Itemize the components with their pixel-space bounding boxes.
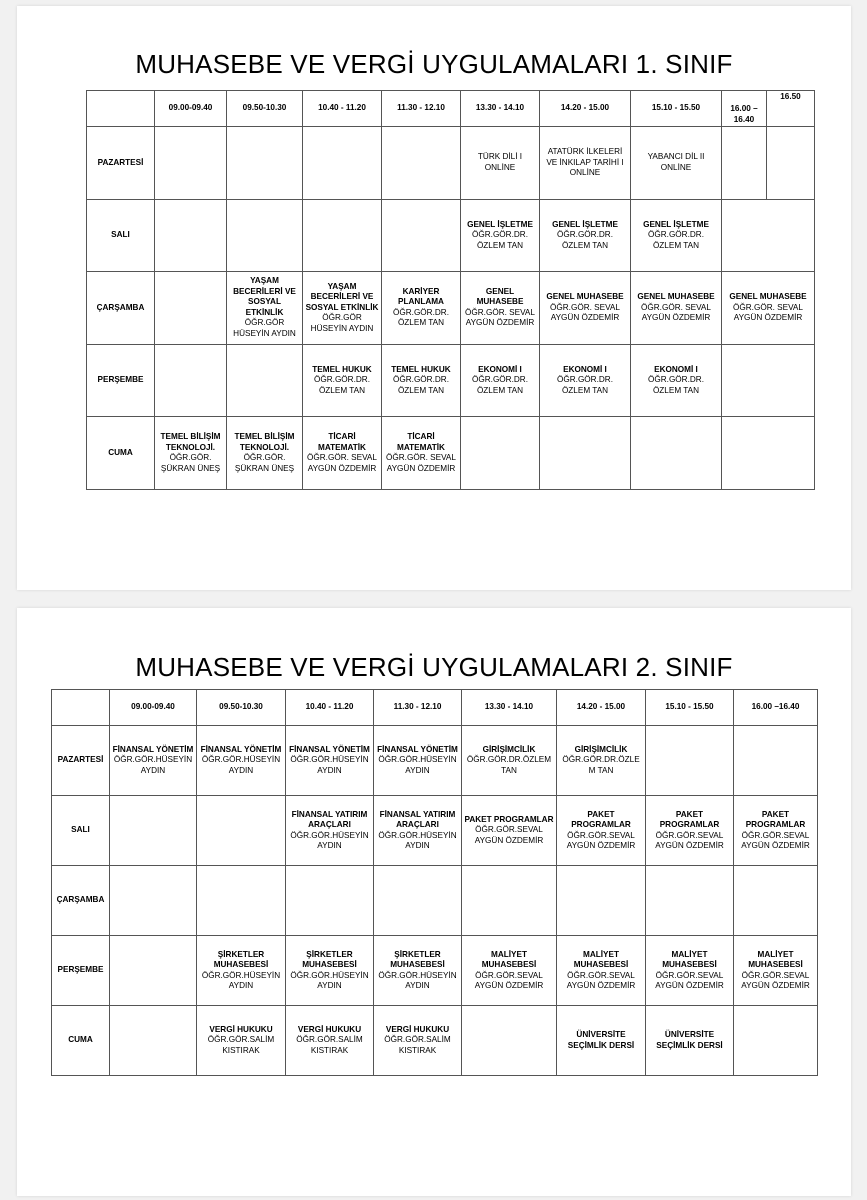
time-slot-header: 15.10 - 15.50 bbox=[631, 91, 722, 127]
course-name: MALİYET MUHASEBESİ bbox=[481, 949, 537, 969]
schedule-cell bbox=[155, 417, 227, 490]
schedule-cell bbox=[155, 344, 227, 417]
course-name: MALİYET MUHASEBESİ bbox=[573, 949, 629, 969]
time-slot-header: 10.40 - 11.20 bbox=[303, 91, 382, 127]
instructor-name: ÖĞR.GÖR.SEVAL AYGÜN ÖZDEMİR bbox=[566, 830, 636, 850]
schedule-cell bbox=[462, 726, 557, 796]
schedule-cell bbox=[197, 726, 286, 796]
course-name: ŞİRKETLER MUHASEBESİ bbox=[302, 949, 357, 969]
time-slot-header: 14.20 - 15.00 bbox=[540, 91, 631, 127]
instructor-name: ÖĞR.GÖR.SEVAL AYGÜN ÖZDEMİR bbox=[474, 825, 544, 845]
instructor-name: ÖĞR.GÖR.DR. ÖZLEM TAN bbox=[648, 375, 704, 395]
day-label: PAZARTESİ bbox=[87, 127, 155, 200]
time-slot-header: 10.40 - 11.20 bbox=[286, 690, 374, 726]
schedule-cell bbox=[374, 796, 462, 866]
course-name: ŞİRKETLER MUHASEBESİ bbox=[213, 949, 269, 969]
course-name: GİRİŞİMCİLİK bbox=[482, 744, 536, 754]
day-label: PERŞEMBE bbox=[52, 936, 110, 1006]
instructor-name: ÖĞR.GÖR. SEVAL AYGÜN ÖZDEMİR bbox=[641, 302, 711, 323]
table-row bbox=[87, 127, 815, 200]
course-name: TEMEL BİLİŞİM TEKNOLOJİ. bbox=[234, 432, 295, 452]
course-name: FİNANSAL YÖNETİM bbox=[377, 744, 458, 754]
instructor-name: ÖĞR.GÖR HÜSEYİN AYDIN bbox=[310, 313, 374, 333]
schedule-cell bbox=[631, 199, 722, 272]
instructor-name: ÖĞR.GÖR.DR. ÖZLEM TAN bbox=[648, 230, 704, 250]
time-slot-header: 14.20 - 15.00 bbox=[557, 690, 646, 726]
schedule-cell bbox=[540, 344, 631, 417]
instructor-name: ÖĞR.GÖR.DR. ÖZLEM TAN bbox=[393, 375, 449, 395]
schedule-cell bbox=[382, 417, 461, 490]
instructor-name: ÖĞR.GÖR. SEVAL AYGÜN ÖZDEMİR bbox=[550, 302, 620, 323]
schedule-cell bbox=[286, 796, 374, 866]
schedule-cell bbox=[227, 272, 303, 345]
course-name: FİNANSAL YATIRIM ARAÇLARI bbox=[291, 809, 368, 829]
instructor-name: ÖĞR.GÖR.HÜSEYİN AYDIN bbox=[113, 755, 193, 775]
schedule-cell bbox=[374, 936, 462, 1006]
schedule-cell bbox=[110, 1006, 197, 1076]
table-row bbox=[87, 199, 815, 272]
day-label: CUMA bbox=[87, 417, 155, 490]
corner-cell bbox=[87, 91, 155, 127]
instructor-name: ÖĞR.GÖR.DR.ÖZLEM TAN bbox=[562, 755, 640, 775]
course-name: TİCARİ MATEMATİK bbox=[397, 432, 445, 452]
course-name: TİCARİ MATEMATİK bbox=[318, 432, 366, 452]
instructor-name: ÖĞR.GÖR.SEVAL AYGÜN ÖZDEMİR bbox=[474, 970, 544, 990]
schedule-cell bbox=[303, 272, 382, 345]
schedule-cell bbox=[722, 199, 815, 272]
schedule-cell bbox=[303, 417, 382, 490]
schedule-cell bbox=[227, 127, 303, 200]
schedule-cell bbox=[286, 936, 374, 1006]
course-name: FİNANSAL YATIRIM ARAÇLARI bbox=[379, 809, 456, 829]
schedule-cell bbox=[461, 344, 540, 417]
schedule-cell bbox=[374, 866, 462, 936]
schedule-cell bbox=[382, 344, 461, 417]
schedule-cell bbox=[461, 199, 540, 272]
instructor-name: ÖĞR.GÖR.SALİM KISTIRAK bbox=[296, 1035, 363, 1055]
time-slot-header: 11.30 - 12.10 bbox=[374, 690, 462, 726]
corner-cell bbox=[52, 690, 110, 726]
day-label: PERŞEMBE bbox=[87, 344, 155, 417]
instructor-name: ÖĞR.GÖR.HÜSEYİN AYDIN bbox=[290, 830, 369, 850]
time-slot-header: 09.00-09.40 bbox=[110, 690, 197, 726]
course-name: EKONOMİ I bbox=[654, 364, 698, 374]
instructor-name: ÖĞR.GÖR.DR. ÖZLEM TAN bbox=[557, 375, 613, 395]
schedule-cell bbox=[557, 866, 646, 936]
day-label: ÇARŞAMBA bbox=[52, 866, 110, 936]
instructor-name: ÖĞR.GÖR.DR.ÖZLEM TAN bbox=[466, 755, 552, 775]
instructor-name: ÖĞR.GÖR.SEVAL AYGÜN ÖZDEMİR bbox=[655, 830, 724, 850]
schedule-cell bbox=[155, 127, 227, 200]
schedule-cell bbox=[197, 866, 286, 936]
schedule-cell bbox=[462, 1006, 557, 1076]
schedule-cell bbox=[461, 272, 540, 345]
instructor-name: ÖĞR.GÖR.HÜSEYİN AYDIN bbox=[290, 970, 369, 990]
schedule-cell bbox=[110, 936, 197, 1006]
table-row bbox=[87, 272, 815, 345]
time-slot-header: 13.30 - 14.10 bbox=[462, 690, 557, 726]
schedule-cell bbox=[197, 936, 286, 1006]
instructor-name: ÖĞR.GÖR HÜSEYİN AYDIN bbox=[233, 318, 296, 338]
schedule-cell bbox=[382, 127, 461, 200]
schedule-cell bbox=[631, 417, 722, 490]
day-label: SALI bbox=[87, 199, 155, 272]
day-label: SALI bbox=[52, 796, 110, 866]
course-name: FİNANSAL YÖNETİM bbox=[112, 744, 194, 754]
schedule-cell bbox=[461, 417, 540, 490]
schedule-cell bbox=[382, 199, 461, 272]
schedule-cell bbox=[110, 866, 197, 936]
schedule-page-class-1 bbox=[17, 6, 851, 590]
schedule-cell bbox=[462, 796, 557, 866]
schedule-cell bbox=[382, 272, 461, 345]
table-row bbox=[52, 866, 818, 936]
course-name: VERGİ HUKUKU bbox=[385, 1024, 450, 1034]
course-name: ŞİRKETLER MUHASEBESİ bbox=[390, 949, 445, 969]
schedule-cell bbox=[303, 344, 382, 417]
schedule-cell bbox=[646, 726, 734, 796]
course-name: GENEL İŞLETME bbox=[467, 219, 533, 229]
course-name: GENEL MUHASEBE bbox=[637, 292, 715, 302]
course-name: VERGİ HUKUKU bbox=[209, 1024, 273, 1034]
instructor-name: ÖĞR.GÖR.DR. ÖZLEM TAN bbox=[472, 230, 528, 250]
schedule-cell bbox=[557, 726, 646, 796]
instructor-name: ÖĞR.GÖR.HÜSEYİN AYDIN bbox=[378, 970, 457, 990]
instructor-name: ÖĞR.GÖR.HÜSEYİN AYDIN bbox=[201, 970, 281, 990]
course-name: PAKET PROGRAMLAR bbox=[464, 814, 554, 824]
time-slot-header: 09.50-10.30 bbox=[197, 690, 286, 726]
schedule-cell bbox=[631, 127, 722, 200]
page-title: MUHASEBE VE VERGİ UYGULAMALARI 2. SINIF bbox=[135, 652, 733, 682]
schedule-cell bbox=[631, 344, 722, 417]
schedule-cell bbox=[557, 1006, 646, 1076]
instructor-name: ÖĞR.GÖR.SEVAL AYGÜN ÖZDEMİR bbox=[741, 970, 810, 990]
day-label: CUMA bbox=[52, 1006, 110, 1076]
schedule-cell bbox=[646, 866, 734, 936]
course-name: GENEL İŞLETME bbox=[552, 219, 618, 229]
course-name: GENEL İŞLETME bbox=[643, 219, 709, 229]
schedule-cell bbox=[227, 417, 303, 490]
course-name: MALİYET MUHASEBESİ bbox=[662, 949, 717, 969]
time-slot-header: 15.10 - 15.50 bbox=[646, 690, 734, 726]
schedule-cell bbox=[540, 272, 631, 345]
schedule-cell bbox=[374, 726, 462, 796]
schedule-cell bbox=[734, 796, 818, 866]
instructor-name: ÖĞR.GÖR.HÜSEYİN AYDIN bbox=[201, 755, 281, 775]
schedule-cell bbox=[461, 127, 540, 200]
instructor-name: ÖĞR.GÖR.HÜSEYİN AYDIN bbox=[378, 755, 457, 775]
schedule-cell bbox=[374, 1006, 462, 1076]
schedule-cell bbox=[155, 199, 227, 272]
table-row bbox=[52, 936, 818, 1006]
page-title: MUHASEBE VE VERGİ UYGULAMALARI 1. SINIF bbox=[135, 49, 733, 79]
instructor-name: ÖĞR.GÖR. ŞÜKRAN ÜNEŞ bbox=[234, 453, 295, 473]
course-name: EKONOMİ I bbox=[563, 364, 607, 374]
instructor-name: ÖĞR.GÖR. SEVAL AYGÜN ÖZDEMİR bbox=[465, 307, 535, 328]
schedule-cell bbox=[110, 796, 197, 866]
instructor-name: ÖĞR.GÖR.DR. ÖZLEM TAN bbox=[314, 375, 370, 395]
course-name: VERGİ HUKUKU bbox=[297, 1024, 362, 1034]
course-name: YAŞAM BECERİLERİ VE SOSYAL ETKİNLİK bbox=[233, 276, 296, 317]
instructor-name: ÖĞR.GÖR.SEVAL AYGÜN ÖZDEMİR bbox=[655, 970, 724, 990]
time-slot-header: 16.50 bbox=[767, 91, 815, 127]
course-name: ÜNİVERSİTE SEÇİMLİK DERSİ bbox=[567, 1030, 635, 1050]
instructor-name: ÖĞR.GÖR.SALİM KISTIRAK bbox=[207, 1035, 275, 1055]
course-name: GİRİŞİMCİLİK bbox=[574, 744, 628, 754]
schedule-page-class-2 bbox=[17, 608, 851, 1196]
course-text: TÜRK DİLİ I ONLİNE bbox=[477, 152, 523, 172]
instructor-name: ÖĞR.GÖR.DR. ÖZLEM TAN bbox=[557, 230, 613, 250]
instructor-name: ÖĞR.GÖR.SEVAL AYGÜN ÖZDEMİR bbox=[741, 830, 810, 850]
schedule-cell bbox=[286, 726, 374, 796]
course-name: PAKET PROGRAMLAR bbox=[745, 809, 806, 829]
time-slot-header: 11.30 - 12.10 bbox=[382, 91, 461, 127]
day-label: ÇARŞAMBA bbox=[87, 272, 155, 345]
instructor-name: ÖĞR.GÖR.HÜSEYİN AYDIN bbox=[378, 830, 457, 850]
instructor-name: ÖĞR.GÖR.HÜSEYİN AYDIN bbox=[290, 755, 369, 775]
header-row bbox=[52, 690, 818, 726]
schedule-cell bbox=[197, 1006, 286, 1076]
course-name: GENEL MUHASEBE bbox=[729, 292, 807, 302]
schedule-cell bbox=[631, 272, 722, 345]
header-row bbox=[87, 91, 815, 127]
course-name: ÜNİVERSİTE SEÇİMLİK DERSİ bbox=[656, 1030, 723, 1050]
schedule-cell bbox=[722, 127, 767, 200]
schedule-cell bbox=[646, 1006, 734, 1076]
schedule-cell bbox=[227, 199, 303, 272]
schedule-cell bbox=[557, 796, 646, 866]
time-slot-header: 09.00-09.40 bbox=[155, 91, 227, 127]
schedule-cell bbox=[734, 726, 818, 796]
schedule-table bbox=[51, 689, 818, 1076]
schedule-cell bbox=[303, 199, 382, 272]
schedule-cell bbox=[734, 936, 818, 1006]
schedule-cell bbox=[462, 866, 557, 936]
schedule-cell bbox=[286, 1006, 374, 1076]
instructor-name: ÖĞR.GÖR. ŞÜKRAN ÜNEŞ bbox=[160, 453, 221, 473]
course-name: GENEL MUHASEBE bbox=[546, 292, 624, 302]
time-slot-header: 13.30 - 14.10 bbox=[461, 91, 540, 127]
instructor-name: ÖĞR.GÖR.SALİM KISTIRAK bbox=[384, 1035, 451, 1055]
schedule-cell bbox=[722, 272, 815, 345]
course-name: TEMEL BİLİŞİM TEKNOLOJİ. bbox=[160, 432, 221, 452]
course-name: KARİYER PLANLAMA bbox=[398, 286, 444, 307]
schedule-cell bbox=[557, 936, 646, 1006]
schedule-cell bbox=[197, 796, 286, 866]
schedule-cell bbox=[646, 796, 734, 866]
schedule-cell bbox=[734, 1006, 818, 1076]
course-name: TEMEL HUKUK bbox=[391, 364, 451, 374]
course-name: TEMEL HUKUK bbox=[312, 364, 372, 374]
schedule-cell bbox=[722, 344, 815, 417]
course-name: EKONOMİ I bbox=[478, 364, 522, 374]
schedule-cell bbox=[540, 199, 631, 272]
course-text: ATATÜRK İLKELERİ VE İNKILAP TARİHİ I ONLİNE bbox=[546, 147, 624, 178]
course-name: PAKET PROGRAMLAR bbox=[659, 809, 720, 829]
course-name: MALİYET MUHASEBESİ bbox=[748, 949, 803, 969]
course-name: FİNANSAL YÖNETİM bbox=[289, 744, 370, 754]
instructor-name: ÖĞR.GÖR. SEVAL AYGÜN ÖZDEMİR bbox=[307, 453, 377, 473]
day-label: PAZARTESİ bbox=[52, 726, 110, 796]
course-name: FİNANSAL YÖNETİM bbox=[200, 744, 282, 754]
table-row bbox=[87, 344, 815, 417]
instructor-name: ÖĞR.GÖR.SEVAL AYGÜN ÖZDEMİR bbox=[566, 970, 636, 990]
instructor-name: ÖĞR.GÖR. SEVAL AYGÜN ÖZDEMİR bbox=[386, 453, 456, 473]
table-row bbox=[52, 726, 818, 796]
instructor-name: ÖĞR.GÖR.DR. ÖZLEM TAN bbox=[472, 375, 528, 395]
schedule-cell bbox=[734, 866, 818, 936]
schedule-cell bbox=[767, 127, 815, 200]
course-name: GENEL MUHASEBE bbox=[476, 286, 524, 307]
course-name: YAŞAM BECERİLERİ VE SOSYAL ETKİNLİK bbox=[305, 281, 379, 312]
time-slot-header: 16.00 –16.40 bbox=[734, 690, 818, 726]
schedule-cell bbox=[540, 417, 631, 490]
table-row bbox=[87, 417, 815, 490]
schedule-cell bbox=[286, 866, 374, 936]
course-text: YABANCI DİL II ONLİNE bbox=[647, 152, 705, 172]
schedule-cell bbox=[155, 272, 227, 345]
schedule-cell bbox=[303, 127, 382, 200]
time-slot-header: 09.50-10.30 bbox=[227, 91, 303, 127]
schedule-cell bbox=[110, 726, 197, 796]
schedule-cell bbox=[540, 127, 631, 200]
course-name: PAKET PROGRAMLAR bbox=[571, 809, 631, 829]
time-slot-header: 16.00 – 16.40 bbox=[722, 91, 767, 127]
table-row bbox=[52, 1006, 818, 1076]
instructor-name: ÖĞR.GÖR. SEVAL AYGÜN ÖZDEMİR bbox=[733, 302, 803, 323]
schedule-cell bbox=[227, 344, 303, 417]
table-row bbox=[52, 796, 818, 866]
schedule-cell bbox=[722, 417, 815, 490]
schedule-table bbox=[86, 90, 815, 490]
instructor-name: ÖĞR.GÖR.DR. ÖZLEM TAN bbox=[393, 307, 449, 328]
schedule-cell bbox=[646, 936, 734, 1006]
schedule-cell bbox=[462, 936, 557, 1006]
